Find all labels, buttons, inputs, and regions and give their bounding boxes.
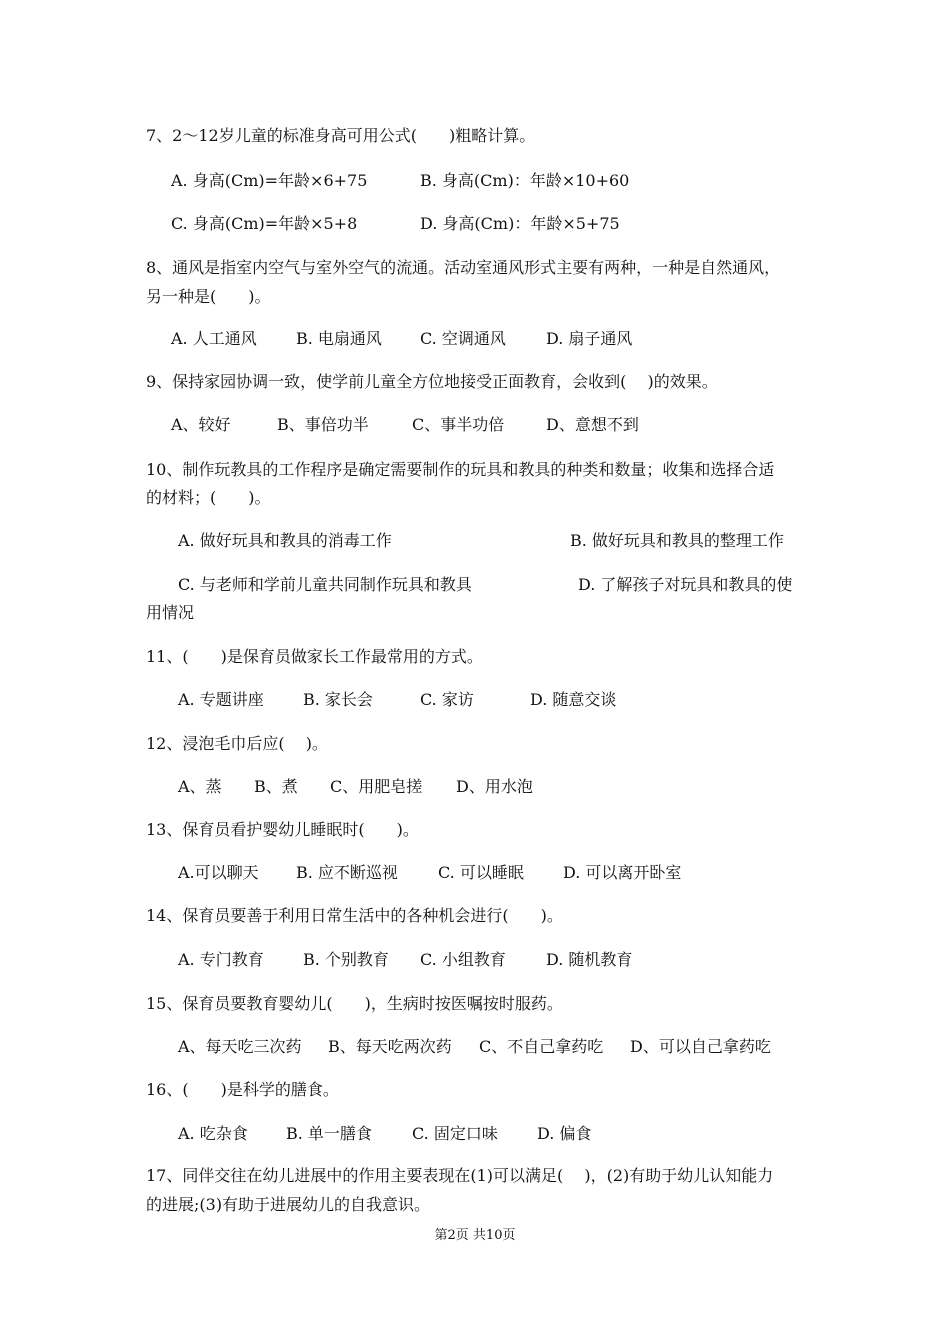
question-9-stem: 9、保持家园协调一致，使学前儿童全方位地接受正面教育，会收到( )的效果。 xyxy=(146,372,718,391)
question-12-option-b: B、煮 xyxy=(254,777,298,796)
question-7-option-d: D. 身高(Cm)：年龄×5+75 xyxy=(420,214,620,233)
question-15-option-b: B、每天吃两次药 xyxy=(328,1037,452,1056)
question-15-option-d: D、可以自己拿药吃 xyxy=(630,1037,771,1056)
question-8-option-c: C. 空调通风 xyxy=(420,329,506,348)
question-8-option-d: D. 扇子通风 xyxy=(546,329,633,348)
question-14-stem: 14、保育员要善于利用日常生活中的各种机会进行( )。 xyxy=(146,906,563,925)
question-15-stem: 15、保育员要教育婴幼儿( )，生病时按医嘱按时服药。 xyxy=(146,994,563,1013)
question-11-stem: 11、( )是保育员做家长工作最常用的方式。 xyxy=(146,647,483,666)
question-16-option-d: D. 偏食 xyxy=(537,1124,592,1143)
question-8-stem-line-1: 8、通风是指室内空气与室外空气的流通。活动室通风形式主要有两种，一种是自然通风， xyxy=(146,258,781,277)
question-17-stem-line-2: 的进展;(3)有助于进展幼儿的自我意识。 xyxy=(146,1195,431,1214)
question-7-option-b: B. 身高(Cm)：年龄×10+60 xyxy=(420,171,630,190)
question-13-option-d: D. 可以离开卧室 xyxy=(563,863,682,882)
question-12-option-d: D、用水泡 xyxy=(456,777,533,796)
page-number-footer: 第2页 共10页 xyxy=(434,1228,516,1243)
question-7-stem: 7、2～12岁儿童的标准身高可用公式( )粗略计算。 xyxy=(146,126,536,145)
question-10-option-d-continued: 用情况 xyxy=(146,603,195,622)
question-7-option-c: C. 身高(Cm)=年龄×5+8 xyxy=(171,214,358,233)
question-9-option-c: C、事半功倍 xyxy=(412,415,505,434)
question-17-stem-line-1: 17、同伴交往在幼儿进展中的作用主要表现在(1)可以满足( )，(2)有助于幼儿认知能力 xyxy=(146,1166,774,1185)
question-11-option-a: A. 专题讲座 xyxy=(178,690,264,709)
question-9-option-b: B、事倍功半 xyxy=(277,415,369,434)
question-9-option-a: A、较好 xyxy=(171,415,231,434)
question-10-option-d: D. 了解孩子对玩具和教具的使 xyxy=(578,575,793,594)
question-10-option-c: C. 与老师和学前儿童共同制作玩具和教具 xyxy=(178,575,472,594)
question-14-option-d: D. 随机教育 xyxy=(546,950,633,969)
question-14-option-a: A. 专门教育 xyxy=(178,950,264,969)
question-12-stem: 12、浸泡毛巾后应( )。 xyxy=(146,734,328,753)
question-13-option-a: A.可以聊天 xyxy=(178,863,259,882)
question-8-option-a: A. 人工通风 xyxy=(171,329,257,348)
question-12-option-a: A、蒸 xyxy=(178,777,222,796)
question-15-option-c: C、不自己拿药吃 xyxy=(479,1037,604,1056)
question-10-stem-line-1: 10、制作玩教具的工作程序是确定需要制作的玩具和教具的种类和数量；收集和选择合适 xyxy=(146,460,775,479)
question-10-option-b: B. 做好玩具和教具的整理工作 xyxy=(570,531,784,550)
question-16-option-b: B. 单一膳食 xyxy=(286,1124,372,1143)
question-11-option-d: D. 随意交谈 xyxy=(530,690,617,709)
question-12-option-c: C、用肥皂搓 xyxy=(330,777,423,796)
question-14-option-c: C. 小组教育 xyxy=(420,950,506,969)
question-16-stem: 16、( )是科学的膳食。 xyxy=(146,1080,339,1099)
question-16-option-c: C. 固定口味 xyxy=(412,1124,498,1143)
question-15-option-a: A、每天吃三次药 xyxy=(178,1037,302,1056)
question-11-option-b: B. 家长会 xyxy=(303,690,373,709)
question-13-option-b: B. 应不断巡视 xyxy=(296,863,398,882)
question-8-stem-line-2: 另一种是( )。 xyxy=(146,287,271,306)
question-13-option-c: C. 可以睡眠 xyxy=(438,863,524,882)
question-14-option-b: B. 个别教育 xyxy=(303,950,389,969)
question-10-option-a: A. 做好玩具和教具的消毒工作 xyxy=(178,531,392,550)
question-10-stem-line-2: 的材料；( )。 xyxy=(146,488,271,507)
question-9-option-d: D、意想不到 xyxy=(546,415,639,434)
question-16-option-a: A. 吃杂食 xyxy=(178,1124,248,1143)
question-7-option-a: A. 身高(Cm)=年龄×6+75 xyxy=(171,171,368,190)
question-8-option-b: B. 电扇通风 xyxy=(296,329,382,348)
question-13-stem: 13、保育员看护婴幼儿睡眠时( )。 xyxy=(146,820,419,839)
question-11-option-c: C. 家访 xyxy=(420,690,474,709)
